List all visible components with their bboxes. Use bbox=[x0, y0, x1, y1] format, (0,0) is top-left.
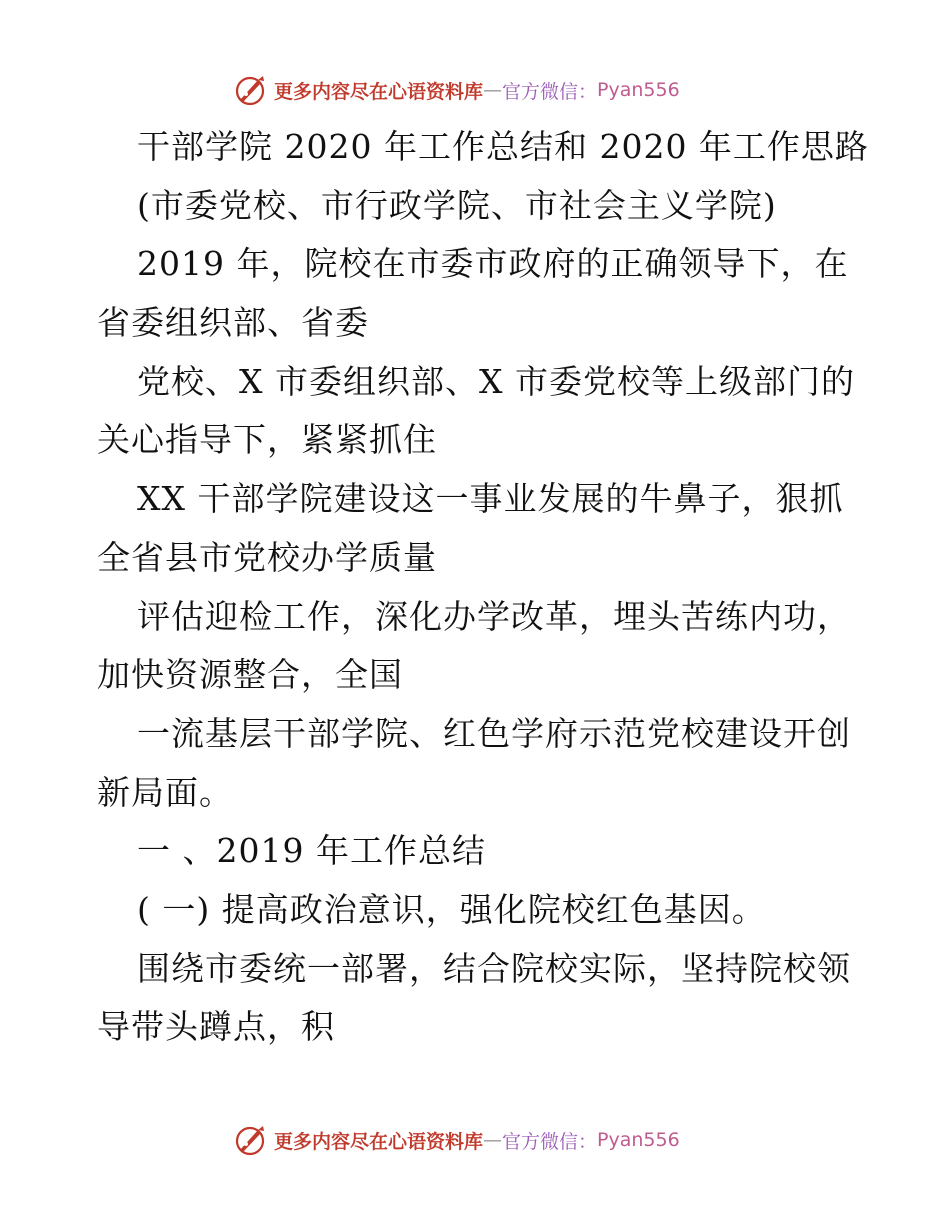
paragraph-line: 关心指导下，紧紧抓住 bbox=[97, 420, 437, 460]
document-body bbox=[97, 118, 869, 1057]
paragraph-line: 2019 年，院校在市委市政府的正确领导下，在 bbox=[137, 244, 849, 284]
paragraph-line: 一流基层干部学院、红色学府示范党校建设开创 bbox=[137, 713, 851, 753]
header-watermark bbox=[232, 72, 680, 108]
paragraph-line: 全省县市党校办学质量 bbox=[97, 537, 437, 577]
paragraph-line: 围绕市委统一部署，结合院校实际，坚持院校领 bbox=[137, 948, 851, 988]
doc-subtitle: (市委党校、市行政学院、市社会主义学院) bbox=[137, 185, 777, 225]
paragraph-line: 评估迎检工作，深化办学改革，埋头苦练内功， bbox=[137, 596, 851, 636]
watermark-sub-text: 官方微信： bbox=[502, 1130, 598, 1153]
subsection-heading: ( 一) 提高政治意识，强化院校红色基因。 bbox=[137, 889, 766, 929]
footer-watermark bbox=[232, 1122, 680, 1158]
quill-logo-icon bbox=[232, 72, 268, 108]
watermark-account: Pyan556 bbox=[597, 1129, 680, 1151]
paragraph-line: 加快资源整合，全国 bbox=[97, 655, 403, 695]
quill-logo-icon bbox=[232, 1122, 268, 1158]
section-heading: 一 、2019 年工作总结 bbox=[137, 831, 486, 871]
watermark-main-text: 更多内容尽在心语资料库 bbox=[274, 80, 484, 103]
paragraph-line: 导带头蹲点，积 bbox=[97, 1007, 335, 1047]
paragraph-line: 省委组织部、省委 bbox=[97, 303, 369, 343]
watermark-account: Pyan556 bbox=[597, 79, 680, 101]
watermark-main-text: 更多内容尽在心语资料库 bbox=[274, 1130, 484, 1153]
watermark-dash: — bbox=[483, 79, 503, 101]
watermark-sub-text: 官方微信： bbox=[502, 80, 598, 103]
paragraph-line: 党校、X 市委组织部、X 市委党校等上级部门的 bbox=[137, 361, 855, 401]
watermark-dash: — bbox=[483, 1129, 503, 1151]
paragraph-line: XX 干部学院建设这一事业发展的牛鼻子，狠抓 bbox=[137, 479, 844, 519]
paragraph-line: 新局面。 bbox=[97, 772, 233, 812]
doc-title: 干部学院 2020 年工作总结和 2020 年工作思路 bbox=[137, 127, 869, 166]
